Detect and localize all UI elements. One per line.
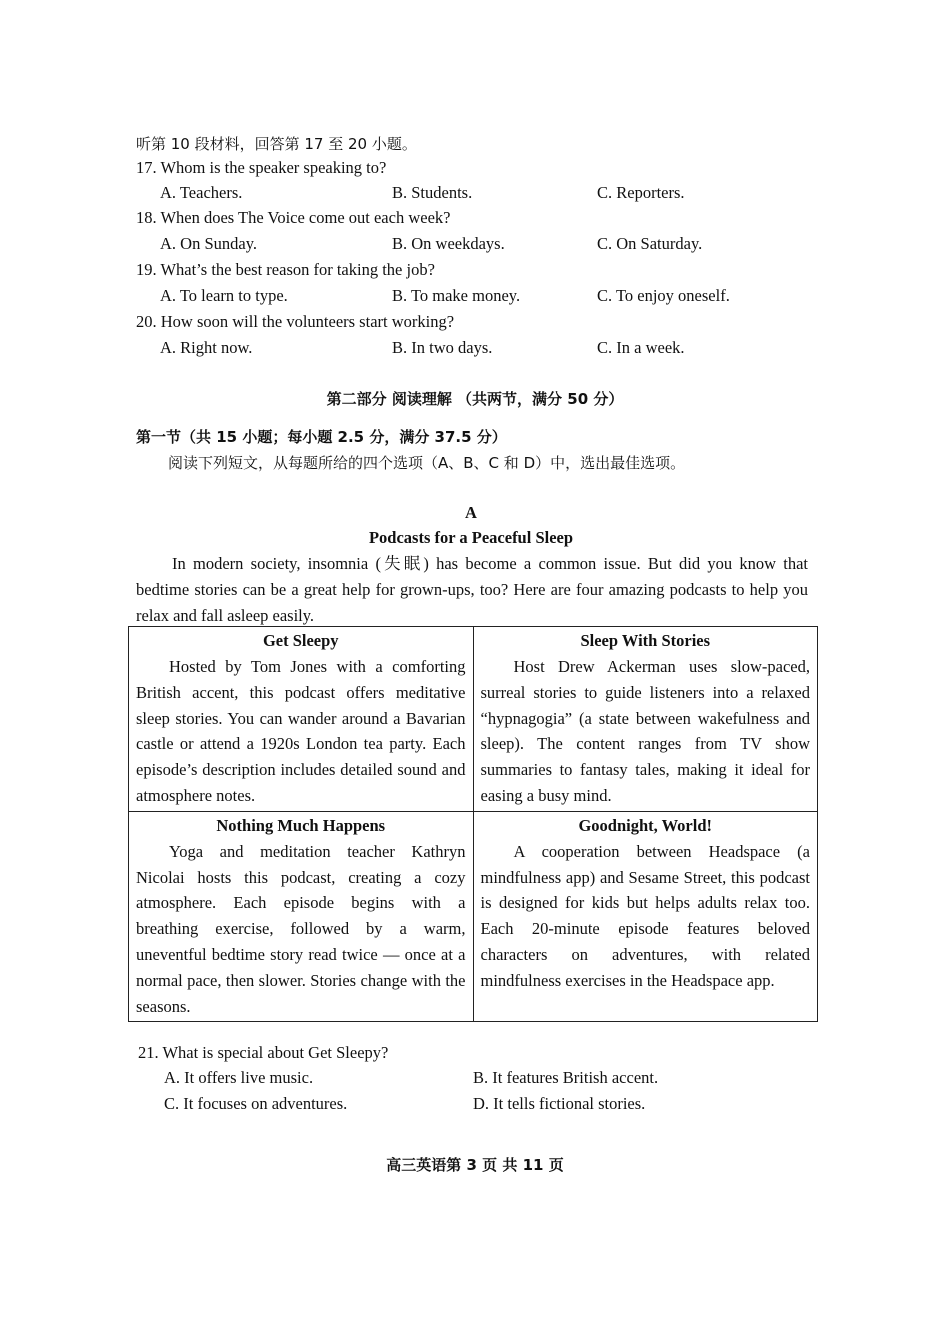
question-20 (0, 312, 950, 338)
podcast-cell-sleep-with-stories (473, 627, 818, 812)
question-stem: 19. What’s the best reason for taking the job? (136, 260, 435, 279)
podcast-description: Yoga and meditation teacher Kathryn Nicolai hosts this podcast, creating a cozy atmosphere. Each episode begins with a breathing exercise, followed by a warm, uneventful bedtime story read twice — once at a normal pace, then slower. Stories change with the seasons. (136, 841, 466, 1016)
question-19-options (0, 286, 950, 312)
option-b[interactable]: B. It features British accent. (473, 1068, 659, 1087)
table-row (129, 627, 818, 812)
podcast-cell-get-sleepy (129, 627, 474, 812)
question-18-options (0, 234, 950, 260)
question-stem: 18. When does The Voice come out each week? (136, 208, 451, 227)
podcast-cell-nothing-much-happens (129, 811, 474, 1022)
table-row (129, 811, 818, 1022)
option-b[interactable]: B. On weekdays. (392, 234, 505, 253)
question-21 (0, 1043, 950, 1069)
option-b[interactable]: B. Students. (392, 183, 473, 202)
passage-intro: In modern society, insomnia (失眠) has become a common issue. But did you know that bedtime stories can be a great help for grown-ups, too? Here are four amazing podcasts to help you relax and fall asleep easily. (136, 554, 808, 625)
option-c[interactable]: C. To enjoy oneself. (597, 286, 730, 305)
passage-title: Podcasts for a Peaceful Sleep (368, 528, 574, 547)
podcast-title: Sleep With Stories (580, 631, 711, 650)
option-a[interactable]: A. It offers live music. (164, 1068, 314, 1087)
question-19 (0, 260, 950, 286)
podcast-description: Hosted by Tom Jones with a comforting British accent, this podcast offers meditative sleep stories. You can wander around a Bavarian castle or attend a 1920s London tea party. Each episode’s description includes detailed sound and atmosphere notes. (136, 657, 466, 805)
option-c[interactable]: C. Reporters. (597, 183, 685, 202)
podcast-title: Goodnight, World! (578, 815, 713, 835)
question-18 (0, 208, 950, 234)
page-footer: 高三英语第 3 页 共 11 页 (386, 1156, 564, 1174)
option-b[interactable]: B. To make money. (392, 286, 521, 305)
question-stem: 21. What is special about Get Sleepy? (138, 1043, 389, 1062)
listening-section-instruction: 听第 10 段材料，回答第 17 至 20 小题。 (136, 135, 417, 153)
podcast-title: Nothing Much Happens (216, 815, 386, 835)
question-stem: 20. How soon will the volunteers start working? (136, 312, 455, 331)
option-b[interactable]: B. In two days. (392, 338, 493, 357)
option-a[interactable]: A. Right now. (160, 338, 253, 357)
question-20-options (0, 338, 950, 364)
question-stem: 17. Whom is the speaker speaking to? (136, 158, 387, 177)
option-a[interactable]: A. To learn to type. (160, 286, 288, 305)
part-two-heading: 第二部分 阅读理解 （共两节，满分 50 分） (326, 390, 624, 408)
passage-letter: A (465, 503, 477, 522)
option-a[interactable]: A. Teachers. (160, 183, 243, 202)
podcast-description: A cooperation between Headspace (a mindfulness app) and Sesame Street, this podcast is designed for kids but helps adults relax too. Each 20-minute episode features beloved characters on adventures, with related mindfulness exercises in the Headspace app. (480, 841, 810, 990)
option-c[interactable]: C. It focuses on adventures. (164, 1094, 348, 1113)
question-21-options-row-1 (0, 1068, 950, 1094)
podcast-table (128, 626, 818, 1022)
podcast-cell-goodnight-world (473, 811, 818, 1022)
option-c[interactable]: C. In a week. (597, 338, 685, 357)
option-a[interactable]: A. On Sunday. (160, 234, 258, 253)
podcast-description: Host Drew Ackerman uses slow-paced, surreal stories to guide listeners into a relaxed “hypnagogia” (a state between wakefulness and sleep). The content ranges from TV show summaries to fantasy tales, making it ideal for easing a busy mind. (480, 657, 810, 805)
reading-instruction: 阅读下列短文，从每题所给的四个选项（A、B、C 和 D）中，选出最佳选项。 (168, 454, 686, 472)
question-17-options (0, 183, 950, 209)
question-21-options-row-2 (0, 1094, 950, 1120)
option-c[interactable]: C. On Saturday. (597, 234, 703, 253)
option-d[interactable]: D. It tells fictional stories. (473, 1094, 646, 1113)
question-17 (0, 158, 950, 184)
podcast-title: Get Sleepy (262, 631, 339, 650)
section-one-heading: 第一节（共 15 小题；每小题 2.5 分，满分 37.5 分） (136, 428, 507, 446)
